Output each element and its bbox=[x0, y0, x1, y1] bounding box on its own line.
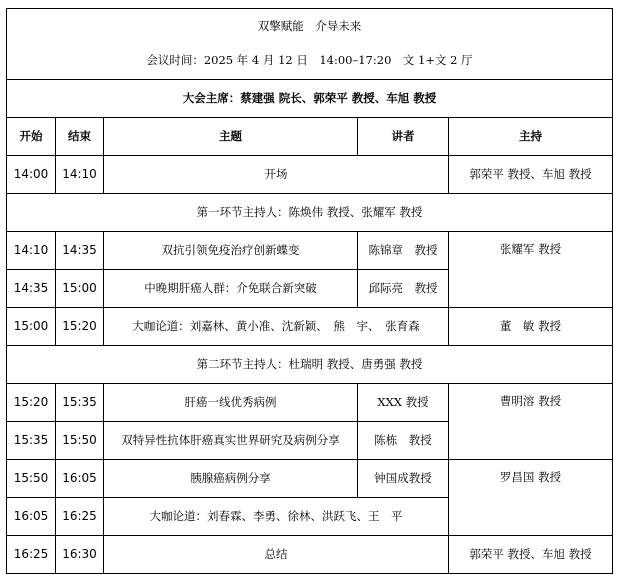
table-row bbox=[7, 156, 613, 194]
end-time: 15:35 bbox=[56, 384, 104, 422]
start-time: 15:50 bbox=[7, 460, 56, 498]
chairs-row bbox=[7, 80, 613, 118]
start-time: 16:25 bbox=[7, 536, 56, 574]
speaker: 陈锦章 教授 bbox=[358, 232, 449, 270]
topic: 胰腺癌病例分享 bbox=[104, 460, 358, 498]
table-row bbox=[7, 232, 613, 270]
conference-chairs: 大会主席：蔡建强 院长、郭荣平 教授、车旭 教授 bbox=[7, 80, 613, 118]
host: 郭荣平 教授、车旭 教授 bbox=[449, 156, 613, 194]
start-time: 15:00 bbox=[7, 308, 56, 346]
speaker: 陈栋 教授 bbox=[358, 422, 449, 460]
session2-heading: 第二环节主持人：杜瑞明 教授、唐勇强 教授 bbox=[7, 346, 613, 384]
session2-host-a: 曹明溶 教授 bbox=[449, 384, 613, 460]
col-header-end: 结束 bbox=[56, 118, 104, 156]
session1-heading: 第一环节主持人：陈焕伟 教授、张耀军 教授 bbox=[7, 194, 613, 232]
column-header-row bbox=[7, 118, 613, 156]
header-row bbox=[7, 9, 613, 80]
topic: 双特异性抗体肝癌真实世界研究及病例分享 bbox=[104, 422, 358, 460]
speaker: 钟国成教授 bbox=[358, 460, 449, 498]
end-time: 16:05 bbox=[56, 460, 104, 498]
host: 郭荣平 教授、车旭 教授 bbox=[449, 536, 613, 574]
event-title: 双擎赋能 介导未来 bbox=[257, 19, 362, 34]
session-heading-row bbox=[7, 346, 613, 384]
agenda-document bbox=[6, 8, 612, 574]
start-time: 15:20 bbox=[7, 384, 56, 422]
meeting-time: 会议时间：2025 年 4 月 12 日 14:00–17:20 文 1+文 2 厅 bbox=[146, 53, 473, 67]
panel-topic: 大咖论道：刘嘉林、黄小准、沈新颖、 熊 宇、 张育森 bbox=[104, 308, 449, 346]
end-time: 14:35 bbox=[56, 232, 104, 270]
end-time: 15:50 bbox=[56, 422, 104, 460]
start-time: 16:05 bbox=[7, 498, 56, 536]
col-header-start: 开始 bbox=[7, 118, 56, 156]
host: 董 敏 教授 bbox=[449, 308, 613, 346]
topic: 中晚期肝癌人群：介免联合新突破 bbox=[104, 270, 358, 308]
topic: 双抗引领免疫治疗创新蝶变 bbox=[104, 232, 358, 270]
start-time: 14:10 bbox=[7, 232, 56, 270]
session-heading-row bbox=[7, 194, 613, 232]
topic: 开场 bbox=[104, 156, 449, 194]
speaker: 邱际亮 教授 bbox=[358, 270, 449, 308]
agenda-header bbox=[7, 9, 613, 80]
panel-topic: 大咖论道：刘春霖、李勇、徐林、洪跃飞、王 平 bbox=[104, 498, 449, 536]
end-time: 15:20 bbox=[56, 308, 104, 346]
agenda-table bbox=[6, 8, 613, 574]
col-header-speaker: 讲者 bbox=[358, 118, 449, 156]
end-time: 14:10 bbox=[56, 156, 104, 194]
session2-host-b: 罗昌国 教授 bbox=[449, 460, 613, 536]
session1-host: 张耀军 教授 bbox=[449, 232, 613, 308]
speaker: XXX 教授 bbox=[358, 384, 449, 422]
col-header-host: 主持 bbox=[449, 118, 613, 156]
start-time: 14:35 bbox=[7, 270, 56, 308]
col-header-topic: 主题 bbox=[104, 118, 358, 156]
table-row bbox=[7, 308, 613, 346]
end-time: 16:30 bbox=[56, 536, 104, 574]
end-time: 15:00 bbox=[56, 270, 104, 308]
end-time: 16:25 bbox=[56, 498, 104, 536]
table-row bbox=[7, 384, 613, 422]
table-row bbox=[7, 536, 613, 574]
topic: 总结 bbox=[104, 536, 449, 574]
topic: 肝癌一线优秀病例 bbox=[104, 384, 358, 422]
start-time: 14:00 bbox=[7, 156, 56, 194]
start-time: 15:35 bbox=[7, 422, 56, 460]
table-row bbox=[7, 460, 613, 498]
